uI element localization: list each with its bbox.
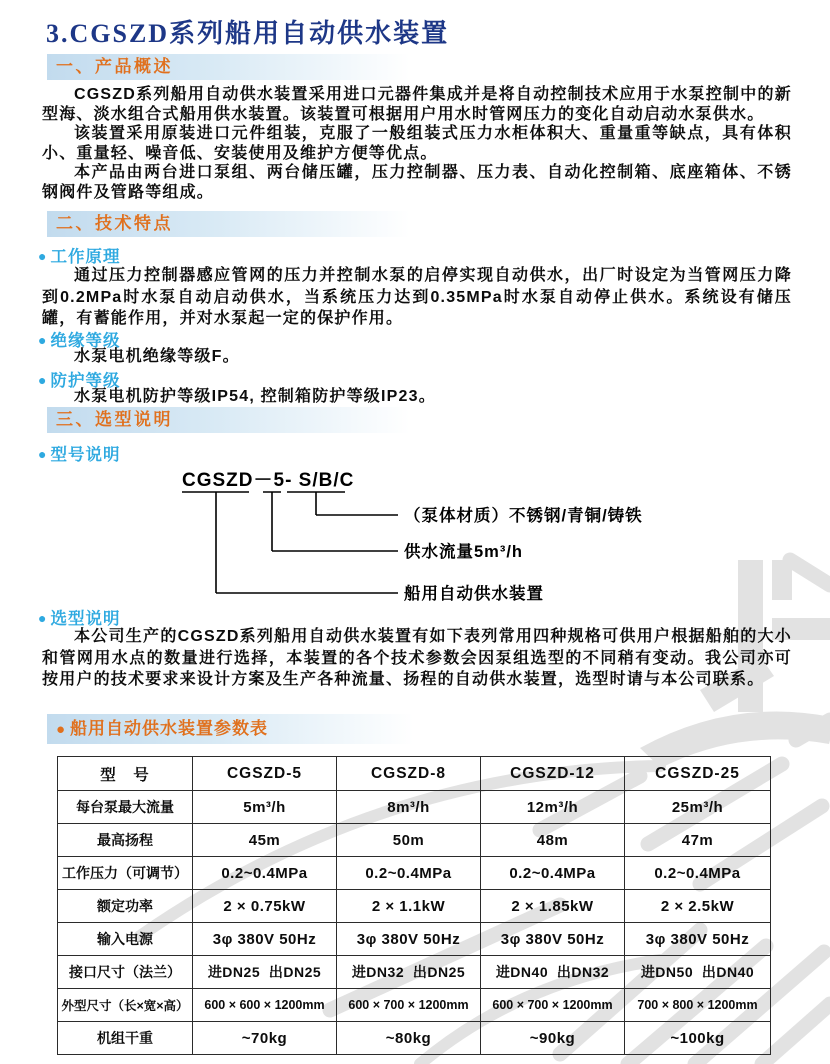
page-title: 3.CGSZD系列船用自动供水装置 [46,19,450,48]
row-label-cell: 最高扬程 [58,824,193,857]
value-cell: 5m³/h [193,791,337,824]
row-label-cell: 外型尺寸（长×宽×高） [58,989,193,1022]
table-row [58,857,771,890]
value-cell: 48m [481,824,625,857]
working-principle-text: 通过压力控制器感应管网的压力并控制水泵的启停实现自动供水，出厂时设定为当管网压力降到0.2MPa时水泵自动启动供水，当系统压力达到0.35MPa时水泵自动停止供水。系统设有储压罐，有蓄能作用，并对水泵起一定的保护作用。 [42,267,792,327]
value-cell: 2 × 1.1kW [337,890,481,923]
value-cell: ~70kg [193,1022,337,1055]
bullet-icon: ● [38,248,48,264]
value-cell: 0.2~0.4MPa [625,857,771,890]
subsection-selection-notes-label: 选型说明 [50,610,121,628]
value-cell: CGSZD-5 [193,757,337,791]
row-label-cell: 工作压力（可调节） [58,857,193,890]
row-label-cell: 机组干重 [58,1022,193,1055]
callout-flow-rate: 供水流量5m³/h [404,543,524,561]
value-cell: 3φ 380V 50Hz [481,923,625,956]
callout-series-meaning: 船用自动供水装置 [404,585,544,603]
value-cell: 45m [193,824,337,857]
value-cell: 3φ 380V 50Hz [625,923,771,956]
row-label-cell: 额定功率 [58,890,193,923]
overview-paragraph: CGSZD系列船用自动供水装置采用进口元器件集成并是将自动控制技术应用于水泵控制中的新型海、淡水组合式船用供水装置。该装置可根据用户用水时管网压力的变化自动启动水泵供水。 [42,86,792,123]
value-cell: 2 × 0.75kW [193,890,337,923]
section-heading-overview-label: 一、产品概述 [56,57,173,76]
table-row [58,923,771,956]
model-designation-diagram [0,462,830,614]
value-cell: 进DN40 出DN32 [481,956,625,989]
value-cell: CGSZD-8 [337,757,481,791]
section-heading-selection [47,407,425,433]
value-cell: 25m³/h [625,791,771,824]
value-cell: 700 × 800 × 1200mm [625,989,771,1022]
value-cell: CGSZD-25 [625,757,771,791]
table-row [58,824,771,857]
value-cell: 600 × 700 × 1200mm [481,989,625,1022]
section-heading-features-label: 二、技术特点 [56,214,173,233]
overview-paragraph: 本产品由两台进口泵组、两台储压罐，压力控制器、压力表、自动化控制箱、底座箱体、不锈钢阀件及管路等组成。 [42,164,792,201]
section-heading-parameters-label: 船用自动供水装置参数表 [70,719,269,738]
bullet-icon: ● [38,372,48,388]
value-cell: 0.2~0.4MPa [337,857,481,890]
table-row [58,989,771,1022]
bullet-icon: ● [56,721,67,738]
overview-paragraph: 该装置采用原装进口元件组装，克服了一般组装式压力水柜体积大、重量重等缺点，具有体积小、重量轻、噪音低、安装使用及维护方便等优点。 [42,125,792,162]
table-row [58,956,771,989]
value-cell: 2 × 1.85kW [481,890,625,923]
value-cell: 进DN50 出DN40 [625,956,771,989]
value-cell: 8m³/h [337,791,481,824]
row-label-cell: 型 号 [58,757,193,791]
bullet-icon: ● [38,446,48,462]
row-label-cell: 输入电源 [58,923,193,956]
table-row [58,791,771,824]
value-cell: ~80kg [337,1022,481,1055]
bullet-icon: ● [38,610,48,626]
parameters-table [57,756,771,1055]
value-cell: 0.2~0.4MPa [481,857,625,890]
value-cell: 600 × 600 × 1200mm [193,989,337,1022]
subsection-model-designation-label: 型号说明 [50,446,121,464]
overview-paragraphs [42,85,792,202]
value-cell: 0.2~0.4MPa [193,857,337,890]
value-cell: 进DN32 出DN25 [337,956,481,989]
protection-class-text: 水泵电机防护等级IP54, 控制箱防护等级IP23。 [74,388,436,405]
value-cell: ~100kg [625,1022,771,1055]
insulation-class-text: 水泵电机绝缘等级F。 [74,348,240,365]
subsection-protection-class-label: 防护等级 [50,372,121,390]
table-row [58,890,771,923]
row-label-cell: 接口尺寸（法兰） [58,956,193,989]
value-cell: 2 × 2.5kW [625,890,771,923]
value-cell: 50m [337,824,481,857]
section-heading-features [47,211,425,237]
value-cell: 600 × 700 × 1200mm [337,989,481,1022]
section-heading-selection-label: 三、选型说明 [56,410,173,429]
value-cell: 47m [625,824,771,857]
bullet-icon: ● [38,332,48,348]
table-header-row [58,757,771,791]
value-cell: CGSZD-12 [481,757,625,791]
subsection-working-principle [38,243,120,267]
section-heading-parameters [47,714,429,744]
row-label-cell: 每台泵最大流量 [58,791,193,824]
callout-pump-material: （泵体材质）不锈钢/青铜/铸铁 [404,507,643,525]
table-row [58,1022,771,1055]
subsection-insulation-class-label: 绝缘等级 [50,332,121,350]
value-cell: ~90kg [481,1022,625,1055]
section-heading-overview [47,54,425,80]
value-cell: 进DN25 出DN25 [193,956,337,989]
value-cell: 12m³/h [481,791,625,824]
value-cell: 3φ 380V 50Hz [337,923,481,956]
model-code: CGSZD－5- S/B/C [182,470,355,491]
selection-notes-text: 本公司生产的CGSZD系列船用自动供水装置有如下表列常用四种规格可供用户根据船舶的大小和管网用水点的数量进行选择，本装置的各个技术参数会因泵组选型的不同稍有变动。我公司亦可按用户的技术要求来设计方案及生产各种流量、扬程的自动供水装置，选型时请与本公司联系。 [42,628,792,688]
subsection-working-principle-label: 工作原理 [50,248,121,266]
value-cell: 3φ 380V 50Hz [193,923,337,956]
